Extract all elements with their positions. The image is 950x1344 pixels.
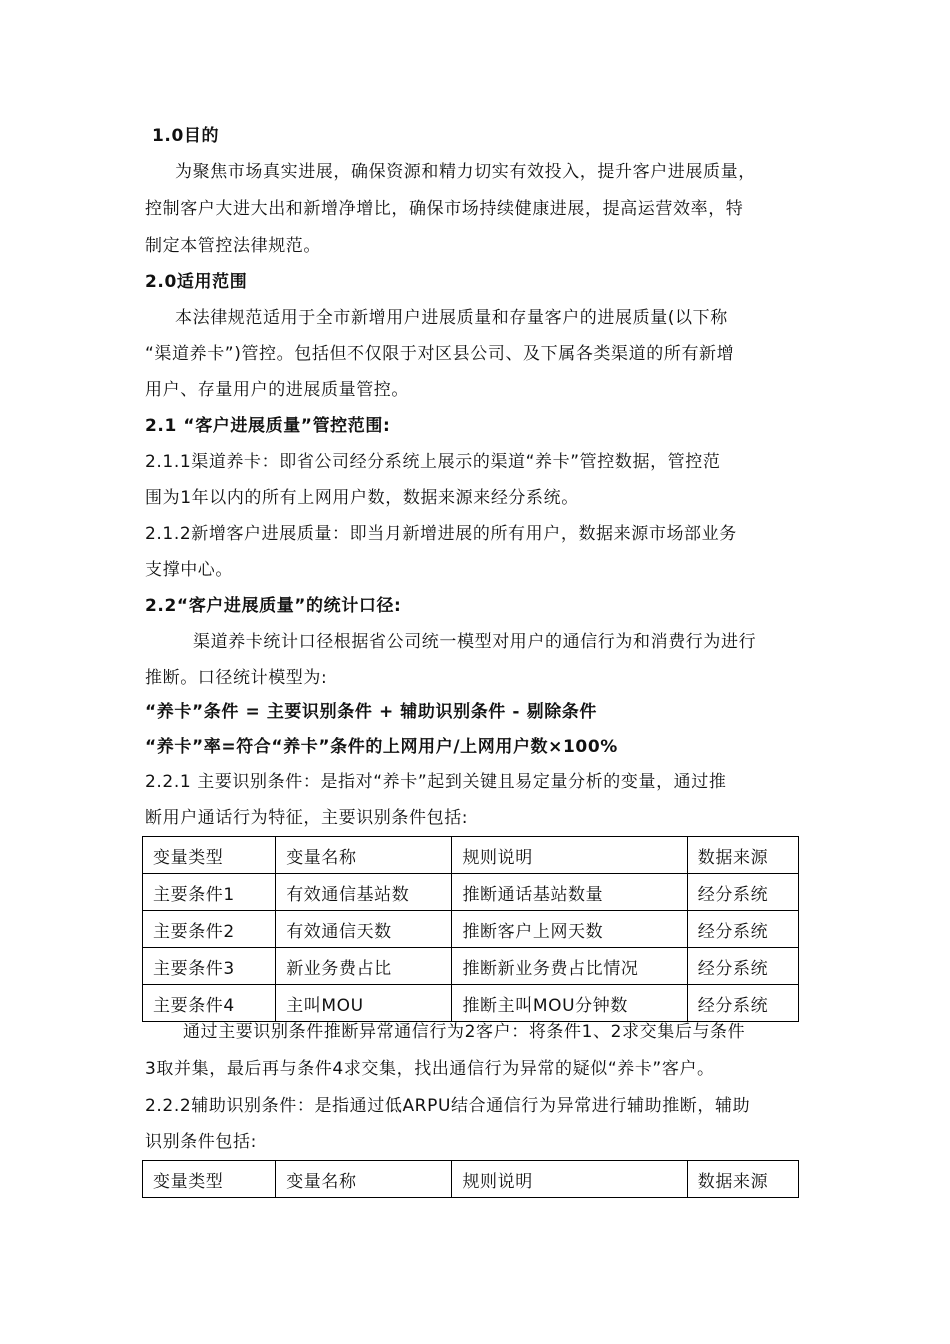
table-cell: 有效通信基站数 xyxy=(276,874,452,911)
paragraph-line: 识别条件包括: xyxy=(145,1132,257,1152)
table-cell: 推断通话基站数量 xyxy=(452,874,687,911)
table-cell: 经分系统 xyxy=(687,948,798,985)
formula-line: “养卡”条件 = 主要识别条件 + 辅助识别条件 - 剔除条件 xyxy=(145,702,597,722)
table-cell: 主叫MOU xyxy=(276,985,452,1022)
paragraph-line: 2.1.2新增客户进展质量：即当月新增进展的所有用户，数据来源市场部业务 xyxy=(145,524,737,544)
table-cell: 经分系统 xyxy=(687,874,798,911)
table-header-cell: 规则说明 xyxy=(452,1161,687,1198)
table-cell: 主要条件4 xyxy=(143,985,276,1022)
subsection-heading: 2.2“客户进展质量”的统计口径: xyxy=(145,596,402,616)
table-header-cell: 数据来源 xyxy=(687,837,798,874)
paragraph-line: 围为1年以内的所有上网用户数，数据来源来经分系统。 xyxy=(145,488,579,508)
table-header-row xyxy=(143,1161,799,1198)
table-header-cell: 变量名称 xyxy=(276,1161,452,1198)
main-conditions-table xyxy=(142,836,799,1022)
table-cell: 推断客户上网天数 xyxy=(452,911,687,948)
table-cell: 主要条件1 xyxy=(143,874,276,911)
table-header-cell: 变量类型 xyxy=(143,1161,276,1198)
paragraph-line: “渠道养卡”)管控。包括但不仅限于对区县公司、及下属各类渠道的所有新增 xyxy=(145,344,735,364)
paragraph-line: 制定本管控法律规范。 xyxy=(145,236,321,256)
paragraph-line: 通过主要识别条件推断异常通信行为2客户：将条件1、2求交集后与条件 xyxy=(183,1022,746,1042)
table-row xyxy=(143,874,799,911)
paragraph-line: 用户、存量用户的进展质量管控。 xyxy=(145,380,409,400)
table-header-cell: 变量名称 xyxy=(276,837,452,874)
table-cell: 主要条件3 xyxy=(143,948,276,985)
paragraph-line: 渠道养卡统计口径根据省公司统一模型对用户的通信行为和消费行为进行 xyxy=(193,632,757,652)
paragraph-line: 本法律规范适用于全市新增用户进展质量和存量客户的进展质量(以下称 xyxy=(175,308,728,328)
table-row xyxy=(143,948,799,985)
auxiliary-conditions-table xyxy=(142,1160,799,1198)
paragraph-line: 2.2.2辅助识别条件：是指通过低ARPU结合通信行为异常进行辅助推断，辅助 xyxy=(145,1096,751,1116)
table-cell: 经分系统 xyxy=(687,911,798,948)
section-heading-scope: 2.0适用范围 xyxy=(145,272,248,292)
paragraph-line: 支撑中心。 xyxy=(145,560,233,580)
table-header-cell: 变量类型 xyxy=(143,837,276,874)
paragraph-line: 控制客户大进大出和新增净增比，确保市场持续健康进展，提高运营效率，特 xyxy=(145,199,744,219)
paragraph-line: 推断。口径统计模型为: xyxy=(145,668,328,688)
table-header-row xyxy=(143,837,799,874)
table-row xyxy=(143,911,799,948)
table-cell: 推断主叫MOU分钟数 xyxy=(452,985,687,1022)
section-heading-purpose: 1.0目的 xyxy=(152,126,220,146)
formula-line: “养卡”率=符合“养卡”条件的上网用户/上网用户数×100% xyxy=(145,737,618,757)
table-header-cell: 数据来源 xyxy=(687,1161,798,1198)
table-cell: 经分系统 xyxy=(687,985,798,1022)
subsection-heading: 2.1 “客户进展质量”管控范围: xyxy=(145,416,391,436)
paragraph-line: 3取并集，最后再与条件4求交集，找出通信行为异常的疑似“养卡”客户。 xyxy=(145,1059,715,1079)
table-cell: 推断新业务费占比情况 xyxy=(452,948,687,985)
table-row xyxy=(143,985,799,1022)
table-cell: 有效通信天数 xyxy=(276,911,452,948)
paragraph-line: 为聚焦市场真实进展，确保资源和精力切实有效投入，提升客户进展质量， xyxy=(175,162,756,182)
table-header-cell: 规则说明 xyxy=(452,837,687,874)
table-cell: 新业务费占比 xyxy=(276,948,452,985)
table-cell: 主要条件2 xyxy=(143,911,276,948)
paragraph-line: 断用户通话行为特征，主要识别条件包括: xyxy=(145,808,469,828)
paragraph-line: 2.1.1渠道养卡：即省公司经分系统上展示的渠道“养卡”管控数据，管控范 xyxy=(145,452,721,472)
paragraph-line: 2.2.1 主要识别条件：是指对“养卡”起到关键且易定量分析的变量，通过推 xyxy=(145,772,727,792)
